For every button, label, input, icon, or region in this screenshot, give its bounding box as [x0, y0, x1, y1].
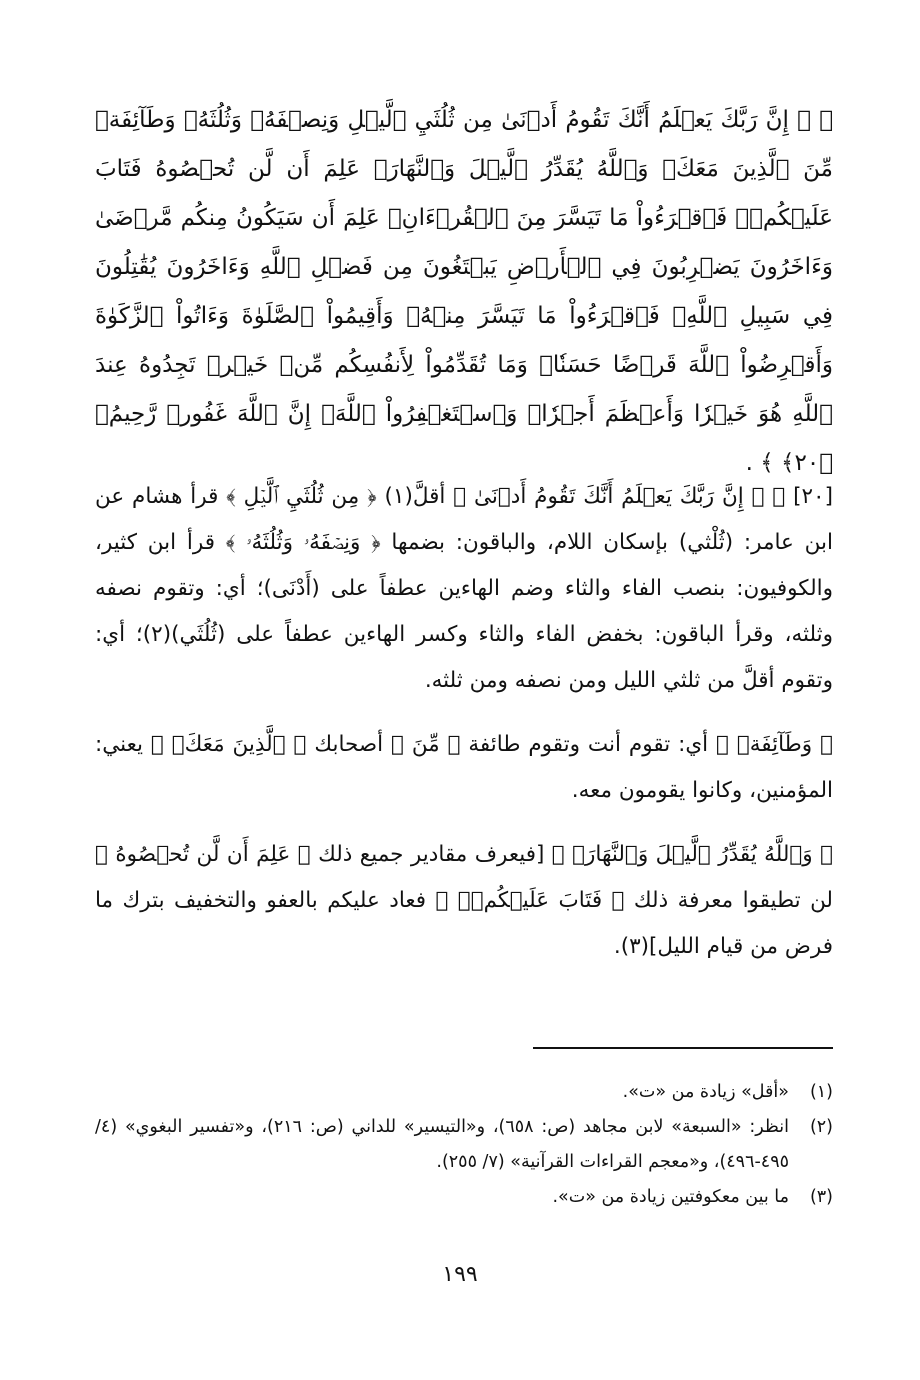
- page-number: ١٩٩: [442, 1262, 478, 1287]
- footnote-text: انظر: «السبعة» لابن مجاهد (ص: ٦٥٨)، و«التيسير» للداني (ص: ٢١٦)، و«تفسير البغوي» (٤/ ٤٩٥-٤٩٦)، و«معجم القراءات القرآنية» (٧/ ٢٥٥).: [95, 1117, 790, 1172]
- footnote-text: ما بين معكوفتين زيادة من «ت».: [552, 1187, 789, 1207]
- commentary-paragraph: ﴿ وَٱللَّهُ يُقَدِّرُ ٱلَّيۡلَ وَٱلنَّهَارَۚ ﴾ [فيعرف مقادير جميع ذلك ﴿ عَلِمَ أَن لَّن تُحۡصُوهُ ﴾ لن تطيقوا معرفة ذلك ﴿ فَتَابَ عَلَيۡكُمۡۖ ﴾ فعاد عليكم بالعفو والتخفيف بترك ما فرض من قيام الليل](٣).: [95, 842, 833, 959]
- footnote-item: [95, 1180, 833, 1215]
- quran-verse-block: [95, 96, 833, 488]
- commentary-paragraph: ﴿ وَطَآئِفَةٞ ﴾ أي: تقوم أنت وتقوم طائفة ﴿ مِّنَ ﴾ أصحابك ﴿ ٱلَّذِينَ مَعَكَۚ ﴾ يعني: المؤمنين، وكانوا يقومون معه.: [95, 732, 833, 803]
- footnote-number: (٢): [809, 1117, 833, 1137]
- commentary-paragraph: [٢٠] ﴿ ۞ إِنَّ رَبَّكَ يَعۡلَمُ أَنَّكَ تَقُومُ أَدۡنَىٰ ﴾ أقلَّ(١) ﴿ مِن ثُلُثَيِ ٱلَّيۡلِ ﴾ قرأ هشام عن ابن عامر: (ثُلْثي) بإسكان اللام، والباقون: بضمها ﴿ وَنِصۡفَهُۥ وَثُلُثَهُۥ ﴾ قرأ ابن كثير، والكوفيون: بنصب الفاء والثاء وضم الهاءين عطفاً على (أَدْنَى)؛ أي: وتقوم نصفه وثلثه، وقرأ الباقون: بخفض الفاء والثاء وكسر الهاءين عطفاً على (ثُلُثَي)(٢)؛ أي: وتقوم أقلَّ من ثلثي الليل ومن نصفه ومن ثلثه.: [95, 484, 833, 693]
- footnote-item: [95, 1075, 833, 1110]
- footnote-number: (٣): [809, 1187, 833, 1207]
- footnote-text: «أقل» زيادة من «ت».: [622, 1082, 789, 1102]
- footnote-number: (١): [809, 1082, 833, 1102]
- verse-text: ﴿ ۞ إِنَّ رَبَّكَ يَعۡلَمُ أَنَّكَ تَقُومُ أَدۡنَىٰ مِن ثُلُثَيِ ٱلَّيۡلِ وَنِصۡفَهُۥ وَثُلُثَهُۥ وَطَآئِفَةٞ مِّنَ ٱلَّذِينَ مَعَكَۚ وَٱللَّهُ يُقَدِّرُ ٱلَّيۡلَ وَٱلنَّهَارَۚ عَلِمَ أَن لَّن تُحۡصُوهُ فَتَابَ عَلَيۡكُمۡۖ فَٱقۡرَءُواْ مَا تَيَسَّرَ مِنَ ٱلۡقُرۡءَانِۚ عَلِمَ أَن سَيَكُونُ مِنكُم مَّرۡضَىٰ وَءَاخَرُونَ يَضۡرِبُونَ فِي ٱلۡأَرۡضِ يَبۡتَغُونَ مِن فَضۡلِ ٱللَّهِ وَءَاخَرُونَ يُقَٰتِلُونَ فِي سَبِيلِ ٱللَّهِۖ فَٱقۡرَءُواْ مَا تَيَسَّرَ مِنۡهُۚ وَأَقِيمُواْ ٱلصَّلَوٰةَ وَءَاتُواْ ٱلزَّكَوٰةَ وَأَقۡرِضُواْ ٱللَّهَ قَرۡضًا حَسَنٗاۚ وَمَا تُقَدِّمُواْ لِأَنفُسِكُم مِّنۡ خَيۡرٖ تَجِدُوهُ عِندَ ٱللَّهِ هُوَ خَيۡرٗا وَأَعۡظَمَ أَجۡرٗاۚ وَٱسۡتَغۡفِرُواْ ٱللَّهَۖ إِنَّ ٱللَّهَ غَفُورٞ رَّحِيمُۢ ﴿٢٠﴾ ﴾ .: [95, 107, 833, 476]
- footnotes-section: [95, 1075, 833, 1215]
- footnote-item: [95, 1110, 833, 1180]
- commentary-section: [95, 474, 833, 988]
- footnote-divider: [533, 1047, 833, 1049]
